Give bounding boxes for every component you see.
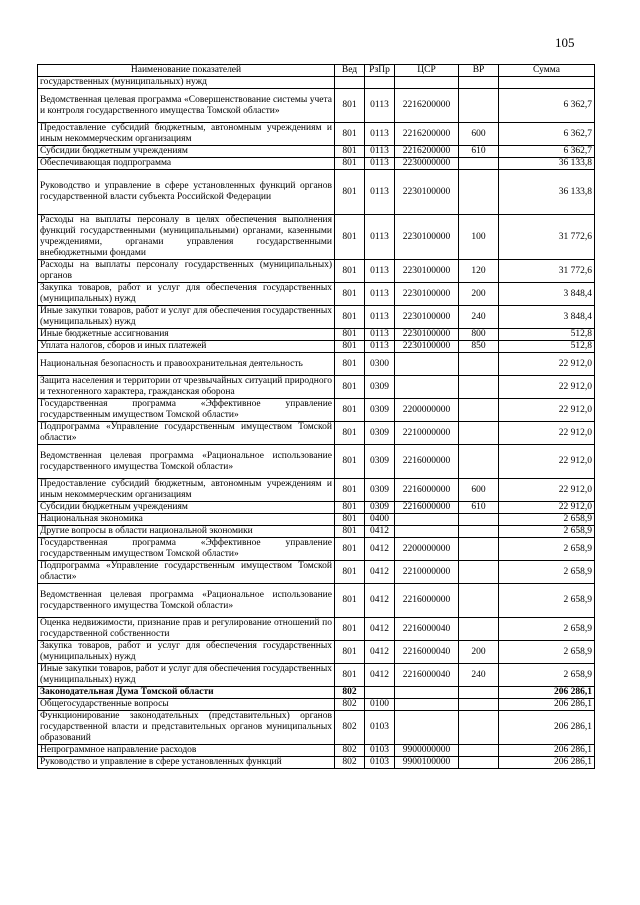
table-row [38, 711, 595, 745]
cell-vr [459, 561, 499, 584]
cell-rzpr: 0309 [365, 445, 395, 479]
cell-csr [395, 77, 459, 89]
table-row [38, 526, 595, 538]
cell-name: Иные закупки товаров, работ и услуг для обеспечения государственных (муниципальных) нужд [38, 664, 335, 687]
cell-csr: 2216000000 [395, 479, 459, 502]
cell-csr: 2230100000 [395, 215, 459, 260]
cell-sum: 22 912,0 [499, 422, 595, 445]
table-row [38, 158, 595, 170]
cell-rzpr: 0400 [365, 514, 395, 526]
table-row [38, 146, 595, 158]
table-row [38, 77, 595, 89]
cell-sum: 6 362,7 [499, 123, 595, 146]
cell-rzpr: 0300 [365, 353, 395, 376]
cell-sum: 2 658,9 [499, 584, 595, 618]
cell-ved: 801 [335, 584, 365, 618]
cell-rzpr: 0309 [365, 399, 395, 422]
cell-vr [459, 711, 499, 745]
cell-ved: 801 [335, 158, 365, 170]
cell-name: Закупка товаров, работ и услуг для обеспечения государственных (муниципальных) нужд [38, 283, 335, 306]
cell-ved [335, 77, 365, 89]
cell-name: Предоставление субсидий бюджетным, автономным учреждениям и иным некоммерческим организациям [38, 123, 335, 146]
cell-sum: 6 362,7 [499, 89, 595, 123]
cell-csr: 9900000000 [395, 745, 459, 757]
cell-ved: 801 [335, 399, 365, 422]
cell-ved: 802 [335, 687, 365, 699]
table-row [38, 283, 595, 306]
cell-name: Общегосударственные вопросы [38, 699, 335, 711]
column-header-name: Наименование показателей [38, 65, 335, 77]
column-header-sum: Сумма [499, 65, 595, 77]
cell-rzpr: 0103 [365, 757, 395, 769]
table-row [38, 699, 595, 711]
cell-name: Предоставление субсидий бюджетным, автономным учреждениям и иным некоммерческим организациям [38, 479, 335, 502]
cell-csr [395, 711, 459, 745]
cell-csr: 2216000040 [395, 664, 459, 687]
cell-csr: 2216000040 [395, 618, 459, 641]
table-row [38, 341, 595, 353]
table-row [38, 618, 595, 641]
cell-name: Уплата налогов, сборов и иных платежей [38, 341, 335, 353]
cell-rzpr: 0113 [365, 123, 395, 146]
cell-sum: 512,8 [499, 341, 595, 353]
cell-ved: 801 [335, 260, 365, 283]
cell-vr [459, 687, 499, 699]
table-header-row [38, 65, 595, 77]
cell-name: Ведомственная целевая программа «Совершенствование системы учета и контроля государственного имущества Томской области» [38, 89, 335, 123]
cell-name: Ведомственная целевая программа «Рациональное использование государственного имущества Томской области» [38, 584, 335, 618]
cell-rzpr [365, 687, 395, 699]
table-row [38, 538, 595, 561]
table-row [38, 89, 595, 123]
cell-rzpr: 0103 [365, 745, 395, 757]
cell-sum: 206 286,1 [499, 757, 595, 769]
cell-vr: 120 [459, 260, 499, 283]
cell-rzpr: 0113 [365, 146, 395, 158]
cell-name: Непрограммное направление расходов [38, 745, 335, 757]
cell-name: Расходы на выплаты персоналу в целях обеспечения выполнения функций государственными (муниципальными) органами, казенными учреждениями, органами управления государственными внебюджетными фондами [38, 215, 335, 260]
cell-csr [395, 353, 459, 376]
cell-rzpr [365, 77, 395, 89]
cell-name: Закупка товаров, работ и услуг для обеспечения государственных (муниципальных) нужд [38, 641, 335, 664]
cell-vr [459, 170, 499, 215]
table-row [38, 502, 595, 514]
cell-csr: 2230100000 [395, 170, 459, 215]
cell-vr: 610 [459, 502, 499, 514]
cell-rzpr: 0103 [365, 711, 395, 745]
cell-sum: 22 912,0 [499, 376, 595, 399]
cell-ved: 801 [335, 618, 365, 641]
table-row [38, 170, 595, 215]
cell-ved: 801 [335, 146, 365, 158]
cell-ved: 801 [335, 123, 365, 146]
cell-vr [459, 399, 499, 422]
table-row [38, 329, 595, 341]
cell-csr: 2230100000 [395, 260, 459, 283]
cell-vr [459, 158, 499, 170]
cell-sum: 2 658,9 [499, 618, 595, 641]
cell-vr: 600 [459, 479, 499, 502]
cell-rzpr: 0113 [365, 341, 395, 353]
cell-csr: 2216200000 [395, 89, 459, 123]
cell-rzpr: 0113 [365, 329, 395, 341]
cell-sum: 3 848,4 [499, 283, 595, 306]
cell-rzpr: 0113 [365, 89, 395, 123]
cell-name: Субсидии бюджетным учреждениям [38, 146, 335, 158]
cell-ved: 801 [335, 306, 365, 329]
cell-vr [459, 89, 499, 123]
cell-sum: 206 286,1 [499, 745, 595, 757]
cell-csr: 9900100000 [395, 757, 459, 769]
cell-csr [395, 687, 459, 699]
table-row [38, 641, 595, 664]
cell-rzpr: 0412 [365, 561, 395, 584]
cell-vr [459, 353, 499, 376]
budget-table [37, 64, 595, 769]
cell-name: Государственная программа «Эффективное управление государственным имуществом Томской области» [38, 399, 335, 422]
cell-rzpr: 0113 [365, 283, 395, 306]
cell-sum: 2 658,9 [499, 561, 595, 584]
cell-rzpr: 0309 [365, 422, 395, 445]
cell-vr: 200 [459, 283, 499, 306]
cell-sum: 3 848,4 [499, 306, 595, 329]
cell-vr [459, 445, 499, 479]
cell-name: Функционирование законодательных (представительных) органов государственной власти и представительных органов муниципальных образований [38, 711, 335, 745]
table-row [38, 664, 595, 687]
table-row [38, 757, 595, 769]
cell-vr [459, 757, 499, 769]
cell-name: Субсидии бюджетным учреждениям [38, 502, 335, 514]
cell-ved: 801 [335, 641, 365, 664]
cell-ved: 801 [335, 664, 365, 687]
cell-rzpr: 0309 [365, 502, 395, 514]
cell-csr: 2210000000 [395, 422, 459, 445]
table-row [38, 306, 595, 329]
cell-sum: 206 286,1 [499, 687, 595, 699]
cell-vr: 240 [459, 306, 499, 329]
cell-rzpr: 0412 [365, 618, 395, 641]
cell-name: Подпрограмма «Управление государственным имуществом Томской области» [38, 561, 335, 584]
cell-ved: 801 [335, 215, 365, 260]
cell-ved: 801 [335, 89, 365, 123]
cell-name: Расходы на выплаты персоналу государственных (муниципальных) органов [38, 260, 335, 283]
cell-sum: 22 912,0 [499, 479, 595, 502]
cell-rzpr: 0100 [365, 699, 395, 711]
cell-sum: 31 772,6 [499, 215, 595, 260]
table-row [38, 260, 595, 283]
cell-ved: 801 [335, 283, 365, 306]
cell-vr [459, 618, 499, 641]
cell-ved: 801 [335, 376, 365, 399]
cell-rzpr: 0113 [365, 306, 395, 329]
cell-rzpr: 0113 [365, 260, 395, 283]
cell-sum: 512,8 [499, 329, 595, 341]
cell-csr: 2216200000 [395, 146, 459, 158]
cell-name: Оценка недвижимости, признание прав и регулирование отношений по государственной собственности [38, 618, 335, 641]
cell-vr [459, 584, 499, 618]
cell-sum: 2 658,9 [499, 526, 595, 538]
cell-ved: 801 [335, 445, 365, 479]
cell-sum: 22 912,0 [499, 502, 595, 514]
cell-vr [459, 745, 499, 757]
cell-name: Государственная программа «Эффективное управление государственным имуществом Томской области» [38, 538, 335, 561]
cell-csr: 2216000040 [395, 641, 459, 664]
cell-csr: 2216000000 [395, 445, 459, 479]
cell-name: Национальная безопасность и правоохранительная деятельность [38, 353, 335, 376]
cell-csr: 2216000000 [395, 502, 459, 514]
cell-name: государственных (муниципальных) нужд [38, 77, 335, 89]
cell-ved: 801 [335, 514, 365, 526]
cell-ved: 801 [335, 341, 365, 353]
cell-csr: 2230100000 [395, 341, 459, 353]
cell-csr [395, 376, 459, 399]
cell-vr: 200 [459, 641, 499, 664]
cell-vr: 850 [459, 341, 499, 353]
cell-vr [459, 699, 499, 711]
cell-rzpr: 0412 [365, 526, 395, 538]
cell-sum: 2 658,9 [499, 514, 595, 526]
cell-rzpr: 0113 [365, 170, 395, 215]
table-row [38, 376, 595, 399]
cell-ved: 801 [335, 353, 365, 376]
cell-ved: 802 [335, 757, 365, 769]
cell-sum: 36 133,8 [499, 170, 595, 215]
table-row [38, 353, 595, 376]
cell-sum: 206 286,1 [499, 711, 595, 745]
cell-vr [459, 538, 499, 561]
cell-ved: 801 [335, 170, 365, 215]
cell-csr: 2216200000 [395, 123, 459, 146]
column-header-ved: Вед [335, 65, 365, 77]
cell-csr [395, 514, 459, 526]
page-number: 105 [555, 35, 575, 50]
cell-ved: 801 [335, 329, 365, 341]
cell-ved: 801 [335, 538, 365, 561]
cell-rzpr: 0309 [365, 376, 395, 399]
cell-csr: 2230100000 [395, 329, 459, 341]
column-header-csr: ЦСР [395, 65, 459, 77]
table-row [38, 445, 595, 479]
cell-name: Обеспечивающая подпрограмма [38, 158, 335, 170]
cell-csr: 2200000000 [395, 399, 459, 422]
cell-sum: 206 286,1 [499, 699, 595, 711]
cell-csr: 2200000000 [395, 538, 459, 561]
table-row [38, 215, 595, 260]
table-row [38, 561, 595, 584]
cell-name: Руководство и управление в сфере установленных функций органов государственной власти субъекта Российской Федерации [38, 170, 335, 215]
table-row [38, 687, 595, 699]
cell-sum: 36 133,8 [499, 158, 595, 170]
cell-sum: 31 772,6 [499, 260, 595, 283]
cell-name: Иные закупки товаров, работ и услуг для обеспечения государственных (муниципальных) нужд [38, 306, 335, 329]
cell-vr: 800 [459, 329, 499, 341]
cell-ved: 802 [335, 699, 365, 711]
cell-rzpr: 0412 [365, 664, 395, 687]
column-header-rzpr: РзПр [365, 65, 395, 77]
cell-ved: 802 [335, 745, 365, 757]
table-body [38, 77, 595, 769]
cell-sum: 6 362,7 [499, 146, 595, 158]
cell-name: Иные бюджетные ассигнования [38, 329, 335, 341]
table-row [38, 745, 595, 757]
cell-rzpr: 0309 [365, 479, 395, 502]
cell-rzpr: 0113 [365, 158, 395, 170]
cell-sum: 2 658,9 [499, 538, 595, 561]
cell-sum: 22 912,0 [499, 399, 595, 422]
cell-name: Законодательная Дума Томской области [38, 687, 335, 699]
table-row [38, 514, 595, 526]
cell-sum: 2 658,9 [499, 664, 595, 687]
column-header-vr: ВР [459, 65, 499, 77]
cell-name: Защита населения и территории от чрезвычайных ситуаций природного и техногенного характера, гражданская оборона [38, 376, 335, 399]
cell-vr: 610 [459, 146, 499, 158]
table-row [38, 422, 595, 445]
cell-csr: 2210000000 [395, 561, 459, 584]
cell-vr: 600 [459, 123, 499, 146]
cell-sum [499, 77, 595, 89]
cell-csr: 2230100000 [395, 306, 459, 329]
cell-ved: 801 [335, 526, 365, 538]
table-row [38, 399, 595, 422]
cell-ved: 802 [335, 711, 365, 745]
cell-ved: 801 [335, 479, 365, 502]
cell-vr [459, 422, 499, 445]
cell-vr [459, 514, 499, 526]
table-row [38, 584, 595, 618]
cell-name: Подпрограмма «Управление государственным имуществом Томской области» [38, 422, 335, 445]
cell-rzpr: 0412 [365, 641, 395, 664]
cell-rzpr: 0113 [365, 215, 395, 260]
cell-name: Национальная экономика [38, 514, 335, 526]
cell-sum: 2 658,9 [499, 641, 595, 664]
cell-name: Руководство и управление в сфере установленных функций [38, 757, 335, 769]
cell-rzpr: 0412 [365, 538, 395, 561]
cell-ved: 801 [335, 502, 365, 514]
cell-vr: 240 [459, 664, 499, 687]
cell-csr [395, 526, 459, 538]
cell-rzpr: 0412 [365, 584, 395, 618]
cell-sum: 22 912,0 [499, 353, 595, 376]
cell-csr: 2230000000 [395, 158, 459, 170]
cell-ved: 801 [335, 561, 365, 584]
cell-ved: 801 [335, 422, 365, 445]
cell-name: Ведомственная целевая программа «Рациональное использование государственного имущества Томской области» [38, 445, 335, 479]
cell-vr [459, 77, 499, 89]
cell-csr: 2216000000 [395, 584, 459, 618]
cell-vr [459, 376, 499, 399]
cell-csr [395, 699, 459, 711]
cell-sum: 22 912,0 [499, 445, 595, 479]
cell-name: Другие вопросы в области национальной экономики [38, 526, 335, 538]
cell-vr: 100 [459, 215, 499, 260]
table-row [38, 479, 595, 502]
cell-vr [459, 526, 499, 538]
cell-csr: 2230100000 [395, 283, 459, 306]
table-row [38, 123, 595, 146]
